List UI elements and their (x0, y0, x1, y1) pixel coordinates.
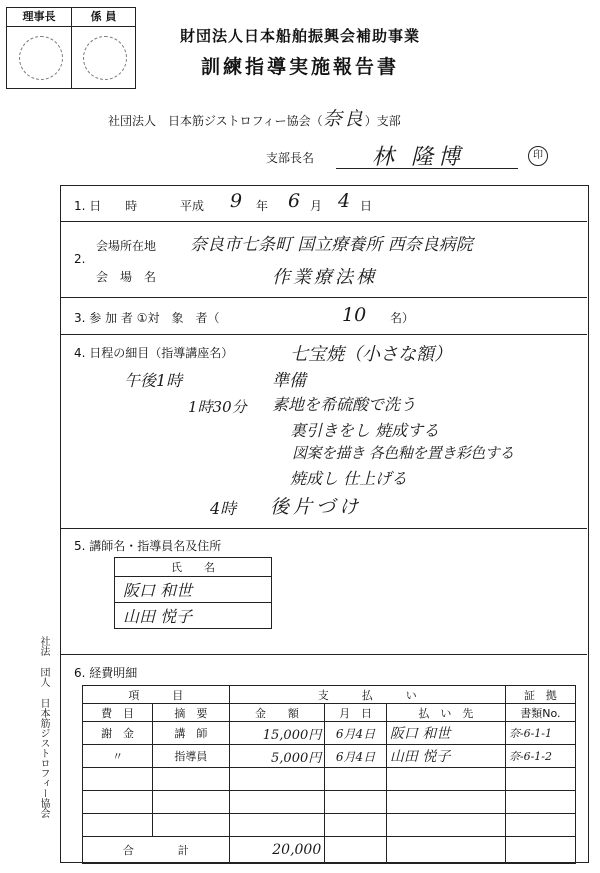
payee-header: 払 い 先 (386, 704, 505, 722)
total-row (83, 837, 576, 864)
instructor-label: 5. 講師名・指導員名及住所 (74, 539, 222, 553)
total-amount: 20,000 (229, 837, 325, 864)
seal-mark: 印 (528, 146, 548, 166)
date-day-unit: 日 (360, 199, 373, 213)
association-suffix: ）支部 (364, 114, 401, 128)
expense-cell: 〃 (83, 745, 153, 768)
instructor-name: 山田 悦子 (115, 603, 272, 629)
schedule-activity: 焼成し 仕上げる (290, 469, 408, 488)
date-era: 平成 (180, 199, 205, 213)
instructor-name-header: 氏 名 (115, 558, 272, 577)
branch-head-name: 林 隆博 (372, 145, 465, 170)
proof-header: 証 拠 (505, 686, 575, 704)
chairman-label: 理事長 (7, 8, 71, 27)
payee-cell: 山田 悦子 (386, 745, 505, 768)
date-cell: 6月4日 (325, 745, 387, 768)
table-row (83, 745, 576, 768)
schedule-label: 4. 日程の細目（指導講座名） (74, 346, 234, 360)
schedule-activity: 裏引きをし 焼成する (290, 421, 440, 440)
venue-label: 会 場 名 (96, 270, 157, 284)
item-header: 項 目 (83, 686, 230, 704)
branch-name: 奈良 (322, 108, 365, 130)
desc-cell: 講 師 (153, 722, 230, 745)
instructor-table (114, 557, 272, 629)
instructor-name: 阪口 和世 (115, 577, 272, 603)
venue-section-num: 2. (74, 252, 86, 266)
date-header: 月 日 (325, 704, 387, 722)
staff-label: 係 員 (72, 8, 135, 27)
doc-no-cell: 奈-6-1-1 (505, 722, 575, 745)
schedule-activity: 素地を希硫酸で洗う (272, 395, 417, 414)
branch-head-underline (336, 168, 518, 169)
venue-address: 奈良市七条町 国立療養所 西奈良病院 (190, 235, 473, 255)
date-year: 9 (230, 190, 243, 212)
date-month: 6 (288, 190, 301, 212)
participants-label: 3. 参 加 者 ①対 象 者（ (74, 311, 220, 325)
expense-header: 費 目 (83, 704, 153, 722)
schedule-activity: 準備 (272, 371, 306, 391)
side-organization-label: 社法 団人 日本筋ジストロフィー協会 (38, 636, 49, 818)
schedule-time: 1時30分 (188, 398, 247, 416)
amount-header: 金 額 (229, 704, 325, 722)
report-title: 訓練指導実施報告書 (200, 56, 399, 78)
report-subtitle: 財団法人日本船舶振興会補助事業 (179, 27, 420, 45)
association-line (108, 104, 401, 131)
participants-count: 10 (342, 304, 367, 326)
schedule-time: 4時 (210, 499, 237, 518)
schedule-time: 午後1時 (124, 371, 183, 390)
branch-head-label: 支部長名 (266, 151, 315, 165)
schedule-activity: 後片づけ (270, 496, 363, 518)
date-year-unit: 年 (256, 199, 269, 213)
venue-name: 作業療法棟 (272, 267, 377, 288)
amount-cell: 15,000円 (229, 722, 325, 745)
payment-header: 支 払 い (229, 686, 505, 704)
expense-table (82, 685, 576, 864)
venue-address-label: 会場所在地 (96, 239, 157, 253)
desc-header: 摘 要 (153, 704, 230, 722)
table-row (83, 791, 576, 814)
doc-no-header: 書類No. (505, 704, 575, 722)
schedule-activity: 図案を描き 各色釉を置き彩色する (292, 444, 514, 462)
participants-unit: 名） (390, 311, 415, 325)
expense-label: 6. 経費明細 (74, 666, 138, 680)
table-row (83, 722, 576, 745)
payee-cell: 阪口 和世 (386, 722, 505, 745)
date-label: 1. 日 時 (74, 199, 138, 213)
date-cell: 6月4日 (325, 722, 387, 745)
expense-cell: 謝 金 (83, 722, 153, 745)
course-name: 七宝焼（小さな額） (290, 344, 452, 365)
date-day: 4 (338, 190, 351, 212)
table-row (83, 768, 576, 791)
association-prefix: 社団法人 日本筋ジストロフィー協会（ (108, 114, 323, 128)
table-row (83, 814, 576, 837)
amount-cell: 5,000円 (229, 745, 325, 768)
doc-no-cell: 奈-6-1-2 (505, 745, 575, 768)
date-month-unit: 月 (310, 199, 323, 213)
total-label: 合 計 (83, 837, 230, 864)
desc-cell: 指導員 (153, 745, 230, 768)
